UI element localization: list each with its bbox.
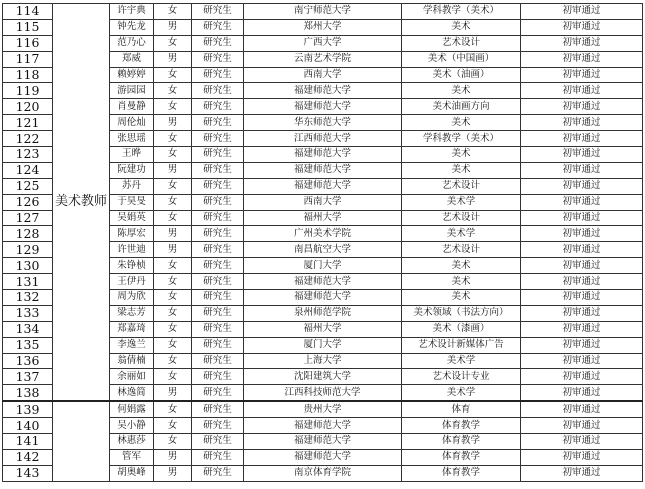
cell-major: 美术学 [402,385,521,401]
cell-degree: 研究生 [192,83,244,99]
cell-school: 江西师范大学 [244,131,402,147]
row-number: 126 [3,194,53,210]
row-number: 132 [3,290,53,306]
cell-name: 于昊旻 [110,194,154,210]
cell-school: 福建师范大学 [244,178,402,194]
cell-name: 赖婷婷 [110,67,154,83]
cell-result: 初审通过 [521,35,643,51]
cell-major: 学科教学（美术） [402,4,521,20]
cell-gender: 男 [154,162,192,178]
cell-name: 李逸兰 [110,337,154,353]
cell-degree: 研究生 [192,369,244,385]
cell-major: 美术 [402,274,521,290]
cell-school: 沈阳建筑大学 [244,369,402,385]
cell-school: 郑州大学 [244,19,402,35]
cell-name: 陈厚宏 [110,226,154,242]
cell-degree: 研究生 [192,321,244,337]
cell-result: 初审通过 [521,147,643,163]
cell-school: 西南大学 [244,194,402,210]
row-number: 134 [3,321,53,337]
cell-school: 福建师范大学 [244,290,402,306]
cell-result: 初审通过 [521,115,643,131]
cell-major: 美术领域（书法方向） [402,305,521,321]
cell-degree: 研究生 [192,449,244,465]
cell-result: 初审通过 [521,305,643,321]
cell-school: 福建师范大学 [244,449,402,465]
row-number: 124 [3,162,53,178]
cell-school: 福建师范大学 [244,83,402,99]
cell-school: 厦门大学 [244,337,402,353]
table-row [3,4,643,20]
cell-gender: 女 [154,353,192,369]
cell-degree: 研究生 [192,226,244,242]
cell-result: 初审通过 [521,369,643,385]
cell-major: 体育 [402,401,521,417]
cell-major: 美术油画方向 [402,99,521,115]
cell-degree: 研究生 [192,4,244,20]
row-number: 140 [3,418,53,434]
cell-major: 体育教学 [402,418,521,434]
cell-name: 胡奥峰 [110,465,154,481]
cell-gender: 女 [154,401,192,417]
cell-gender: 女 [154,321,192,337]
cell-name: 王晔 [110,147,154,163]
cell-major: 艺术设计 [402,242,521,258]
cell-school: 华东师范大学 [244,115,402,131]
cell-gender: 女 [154,337,192,353]
cell-result: 初审通过 [521,4,643,20]
cell-gender: 女 [154,4,192,20]
cell-major: 美术（中国画） [402,51,521,67]
cell-major: 艺术设计 [402,35,521,51]
cell-name: 张思瑶 [110,131,154,147]
cell-name: 吴小静 [110,418,154,434]
candidate-list-sheet [2,3,642,482]
cell-degree: 研究生 [192,258,244,274]
cell-degree: 研究生 [192,210,244,226]
cell-degree: 研究生 [192,35,244,51]
cell-gender: 男 [154,465,192,481]
cell-result: 初审通过 [521,449,643,465]
cell-major: 艺术设计专业 [402,369,521,385]
cell-degree: 研究生 [192,337,244,353]
cell-major: 美术 [402,290,521,306]
cell-major: 学科教学（美术） [402,131,521,147]
row-number: 133 [3,305,53,321]
cell-degree: 研究生 [192,67,244,83]
cell-school: 泉州师范学院 [244,305,402,321]
cell-gender: 女 [154,131,192,147]
cell-result: 初审通过 [521,178,643,194]
cell-major: 美术学 [402,226,521,242]
row-number: 136 [3,353,53,369]
row-number: 120 [3,99,53,115]
cell-major: 美术学 [402,194,521,210]
cell-major: 美术（漆画） [402,321,521,337]
cell-result: 初审通过 [521,434,643,450]
cell-result: 初审通过 [521,19,643,35]
cell-result: 初审通过 [521,353,643,369]
row-number: 142 [3,449,53,465]
cell-gender: 男 [154,449,192,465]
row-number: 130 [3,258,53,274]
cell-name: 郑嘉琦 [110,321,154,337]
cell-gender: 女 [154,434,192,450]
cell-name: 许宇典 [110,4,154,20]
cell-result: 初审通过 [521,194,643,210]
position-group-label: 美术教师 [53,4,110,402]
cell-degree: 研究生 [192,465,244,481]
row-number: 128 [3,226,53,242]
cell-degree: 研究生 [192,99,244,115]
cell-school: 南宁师范大学 [244,4,402,20]
cell-result: 初审通过 [521,83,643,99]
cell-degree: 研究生 [192,401,244,417]
cell-gender: 女 [154,35,192,51]
cell-degree: 研究生 [192,178,244,194]
cell-school: 福州大学 [244,321,402,337]
cell-degree: 研究生 [192,305,244,321]
cell-degree: 研究生 [192,242,244,258]
cell-gender: 男 [154,385,192,401]
row-number: 138 [3,385,53,401]
cell-gender: 女 [154,258,192,274]
cell-degree: 研究生 [192,147,244,163]
cell-school: 福建师范大学 [244,434,402,450]
cell-name: 郑威 [110,51,154,67]
cell-name: 许世迪 [110,242,154,258]
cell-major: 美术 [402,147,521,163]
cell-name: 林逸简 [110,385,154,401]
row-number: 121 [3,115,53,131]
cell-major: 美术 [402,162,521,178]
row-number: 137 [3,369,53,385]
cell-name: 余丽如 [110,369,154,385]
cell-gender: 女 [154,178,192,194]
cell-name: 游园园 [110,83,154,99]
row-number: 118 [3,67,53,83]
row-number: 116 [3,35,53,51]
cell-degree: 研究生 [192,434,244,450]
cell-gender: 男 [154,242,192,258]
cell-school: 广西大学 [244,35,402,51]
cell-result: 初审通过 [521,321,643,337]
cell-name: 朱铮桢 [110,258,154,274]
cell-major: 艺术设计新媒体广告 [402,337,521,353]
cell-gender: 男 [154,51,192,67]
cell-school: 南昌航空大学 [244,242,402,258]
cell-name: 周伦灿 [110,115,154,131]
cell-result: 初审通过 [521,385,643,401]
row-number: 139 [3,401,53,417]
cell-result: 初审通过 [521,242,643,258]
cell-gender: 男 [154,115,192,131]
cell-major: 美术 [402,115,521,131]
cell-school: 福建师范大学 [244,147,402,163]
cell-result: 初审通过 [521,418,643,434]
cell-gender: 女 [154,369,192,385]
cell-degree: 研究生 [192,51,244,67]
cell-name: 林惠莎 [110,434,154,450]
cell-name: 何娟露 [110,401,154,417]
cell-name: 梁志芳 [110,305,154,321]
cell-degree: 研究生 [192,115,244,131]
cell-degree: 研究生 [192,131,244,147]
cell-school: 西南大学 [244,67,402,83]
row-number: 129 [3,242,53,258]
table-row [3,401,643,417]
cell-result: 初审通过 [521,131,643,147]
cell-gender: 女 [154,147,192,163]
cell-name: 阮建功 [110,162,154,178]
cell-school: 福建师范大学 [244,274,402,290]
cell-name: 范乃心 [110,35,154,51]
cell-name: 钟先龙 [110,19,154,35]
cell-name: 管军 [110,449,154,465]
cell-major: 美术（油画） [402,67,521,83]
cell-school: 江西科技师范大学 [244,385,402,401]
candidate-table [2,3,643,482]
cell-major: 体育教学 [402,465,521,481]
cell-gender: 女 [154,418,192,434]
cell-school: 上海大学 [244,353,402,369]
cell-result: 初审通过 [521,210,643,226]
cell-school: 南京体育学院 [244,465,402,481]
cell-gender: 女 [154,274,192,290]
cell-name: 周为欣 [110,290,154,306]
row-number: 123 [3,147,53,163]
cell-school: 福建师范大学 [244,418,402,434]
row-number: 127 [3,210,53,226]
row-number: 135 [3,337,53,353]
cell-result: 初审通过 [521,465,643,481]
cell-gender: 女 [154,83,192,99]
cell-school: 广州美术学院 [244,226,402,242]
cell-major: 美术学 [402,353,521,369]
cell-degree: 研究生 [192,194,244,210]
cell-major: 艺术设计 [402,210,521,226]
cell-result: 初审通过 [521,258,643,274]
cell-gender: 女 [154,290,192,306]
cell-result: 初审通过 [521,226,643,242]
cell-school: 云南艺术学院 [244,51,402,67]
cell-degree: 研究生 [192,19,244,35]
cell-gender: 女 [154,99,192,115]
cell-degree: 研究生 [192,418,244,434]
cell-name: 肖曼静 [110,99,154,115]
cell-result: 初审通过 [521,162,643,178]
row-number: 131 [3,274,53,290]
row-number: 141 [3,434,53,450]
table-body [3,4,643,482]
cell-major: 美术 [402,83,521,99]
cell-gender: 女 [154,210,192,226]
cell-result: 初审通过 [521,290,643,306]
cell-degree: 研究生 [192,162,244,178]
cell-school: 福建师范大学 [244,162,402,178]
cell-name: 翁倩楠 [110,353,154,369]
cell-name: 吴娟英 [110,210,154,226]
row-number: 143 [3,465,53,481]
cell-major: 美术 [402,258,521,274]
cell-gender: 女 [154,67,192,83]
cell-school: 贵州大学 [244,401,402,417]
cell-degree: 研究生 [192,290,244,306]
cell-degree: 研究生 [192,274,244,290]
row-number: 122 [3,131,53,147]
cell-major: 美术 [402,19,521,35]
cell-result: 初审通过 [521,337,643,353]
cell-degree: 研究生 [192,385,244,401]
cell-school: 福建师范大学 [244,99,402,115]
cell-name: 苏丹 [110,178,154,194]
cell-gender: 女 [154,305,192,321]
cell-name: 王伊丹 [110,274,154,290]
cell-result: 初审通过 [521,401,643,417]
row-number: 117 [3,51,53,67]
cell-result: 初审通过 [521,67,643,83]
cell-school: 厦门大学 [244,258,402,274]
cell-major: 体育教学 [402,449,521,465]
cell-gender: 男 [154,226,192,242]
row-number: 119 [3,83,53,99]
row-number: 114 [3,4,53,20]
cell-result: 初审通过 [521,99,643,115]
cell-result: 初审通过 [521,274,643,290]
cell-major: 艺术设计 [402,178,521,194]
cell-gender: 男 [154,19,192,35]
cell-degree: 研究生 [192,353,244,369]
cell-gender: 女 [154,194,192,210]
row-number: 115 [3,19,53,35]
cell-major: 体育教学 [402,434,521,450]
cell-result: 初审通过 [521,51,643,67]
cell-school: 福州大学 [244,210,402,226]
position-group-label [53,401,110,481]
row-number: 125 [3,178,53,194]
